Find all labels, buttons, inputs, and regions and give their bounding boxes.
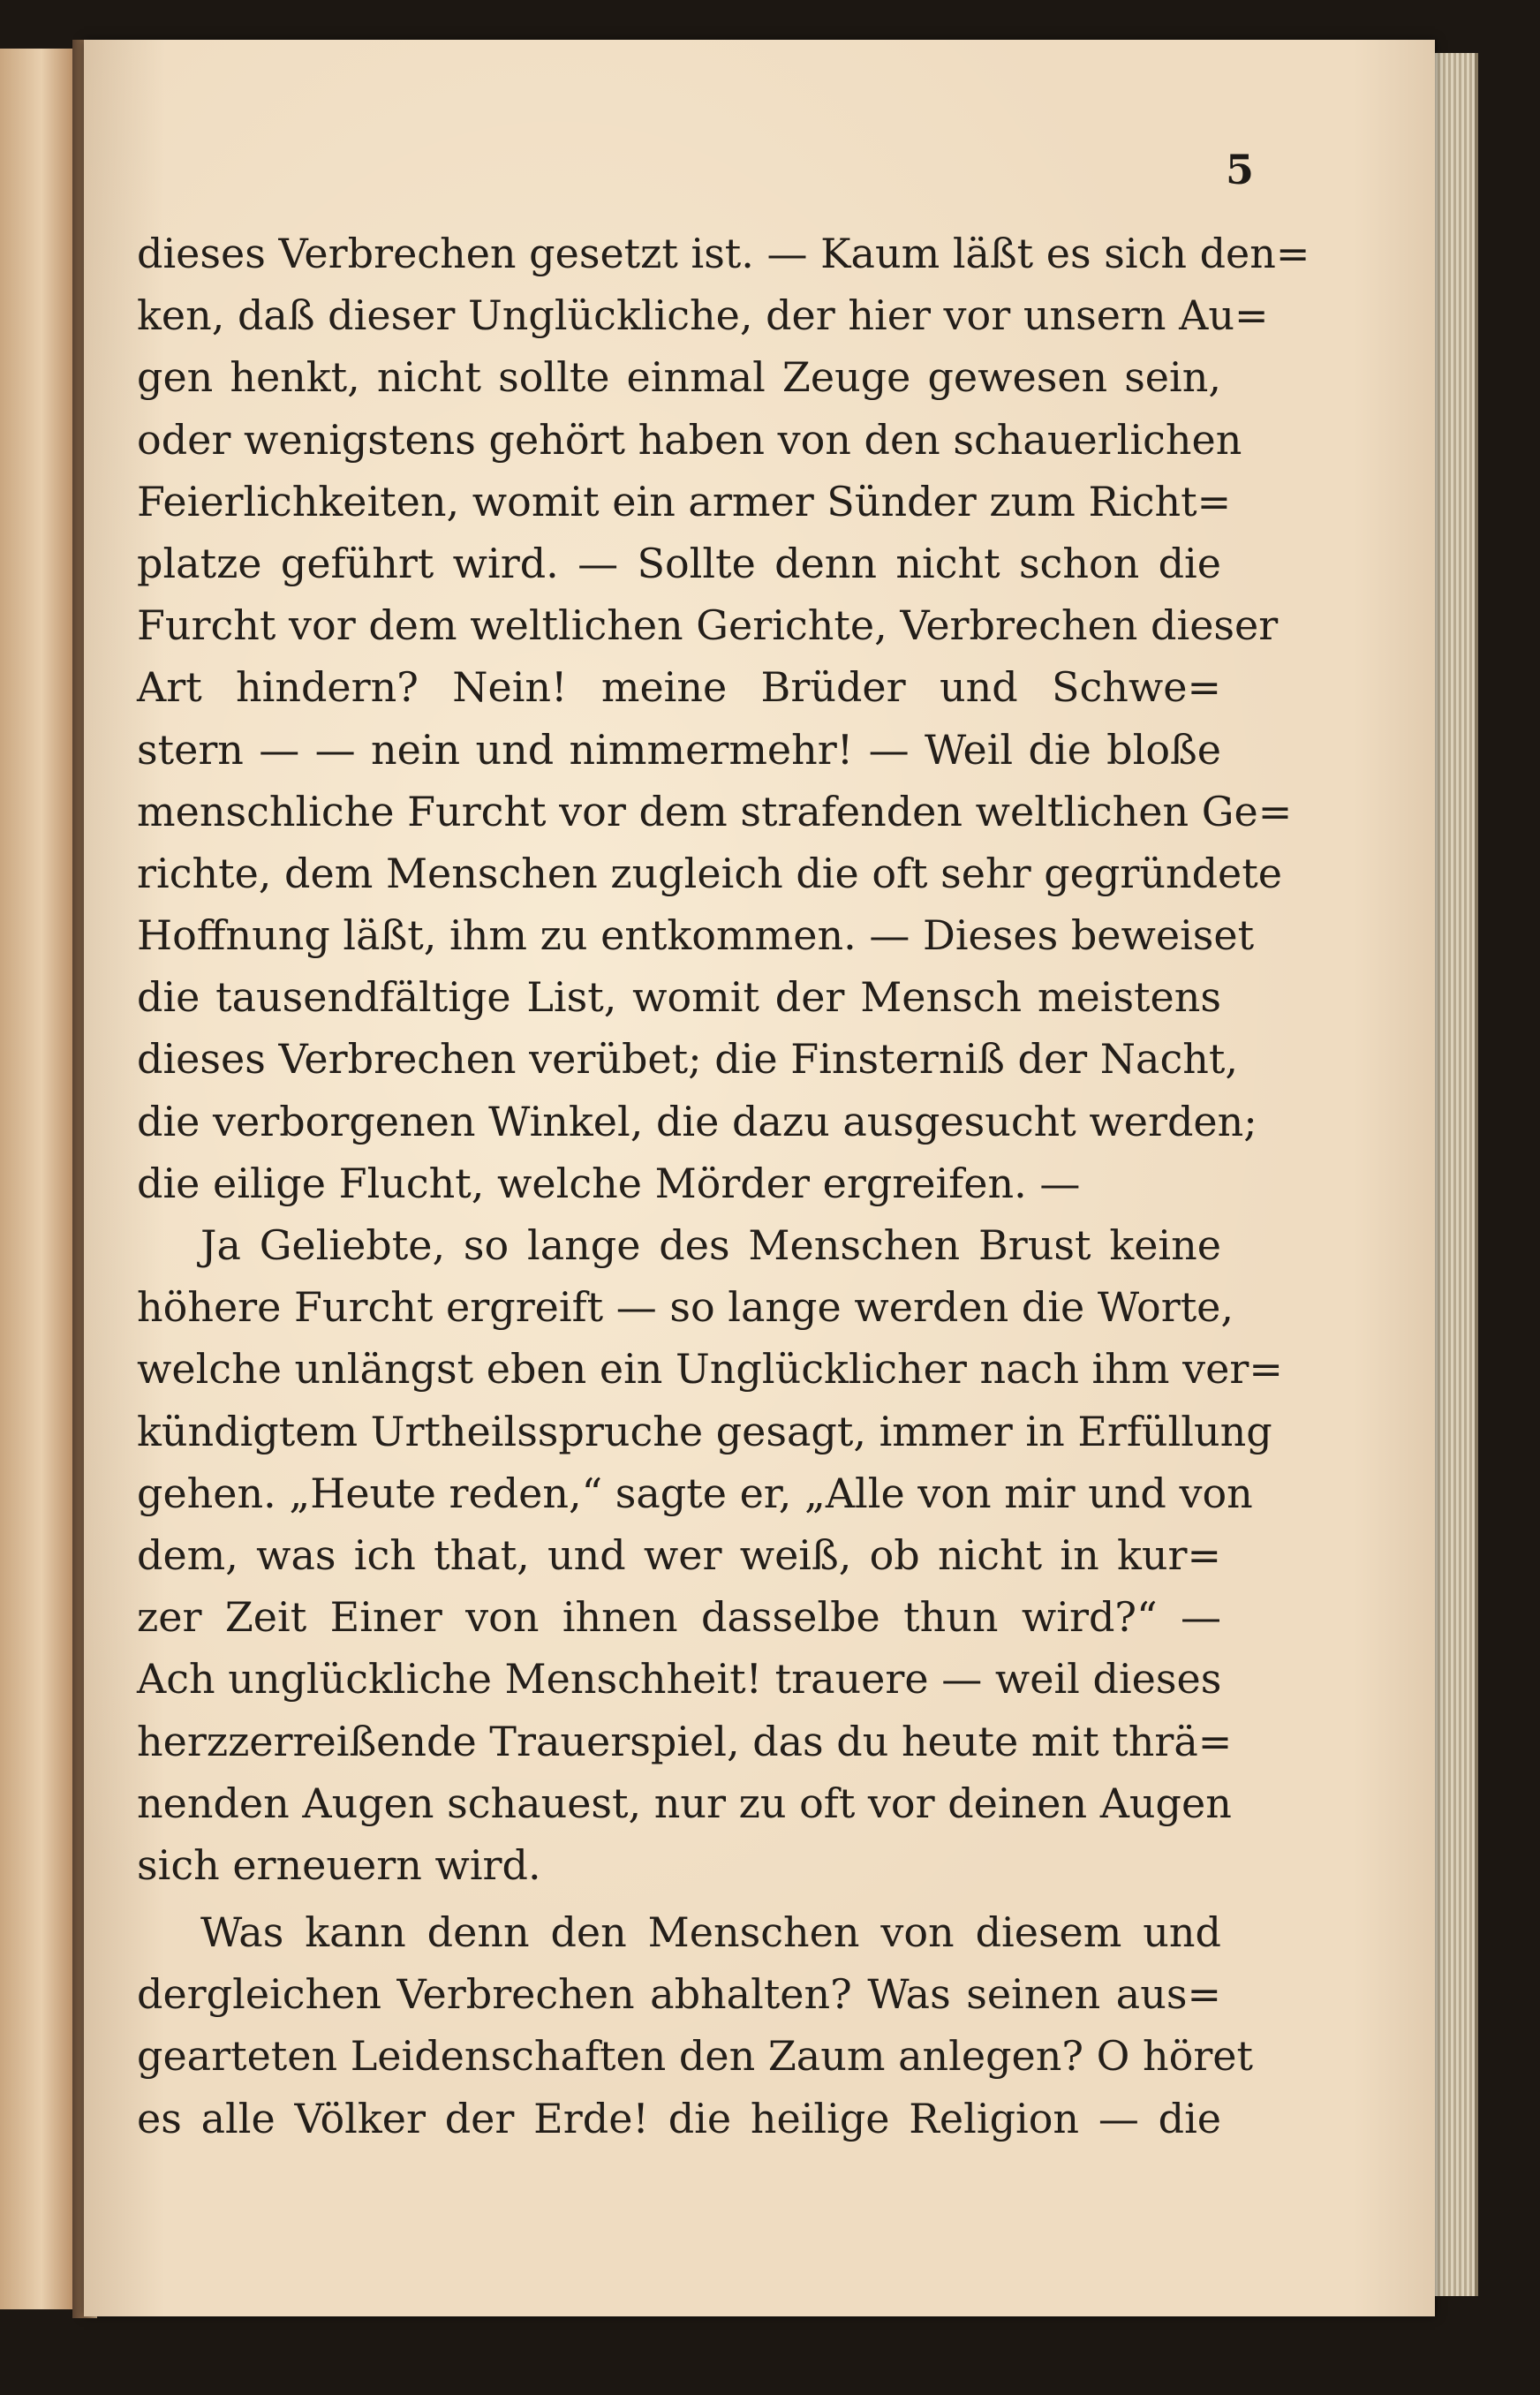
text-line: Furcht vor dem weltlichen Gerichte, Verbrechen dieser <box>137 601 1279 650</box>
text-line: die eilige Flucht, welche Mörder ergreifen. — <box>137 1159 1081 1207</box>
text-line: gearteten Leidenschaften den Zaum anlegen? O höret <box>137 2032 1254 2081</box>
text-line: sich erneuern wird. <box>137 1840 541 1889</box>
text-line: es alle Völker der Erde! die heilige Religion — die <box>137 2094 1221 2142</box>
text-line: höhere Furcht ergreift — so lange werden die Worte, <box>137 1283 1234 1332</box>
text-line: Feierlichkeiten, womit ein armer Sünder zum Richt= <box>137 477 1232 525</box>
text-line: die verborgenen Winkel, die dazu ausgesucht werden; <box>137 1097 1257 1145</box>
previous-page-edge <box>0 49 75 2309</box>
paragraph-start-line: Was kann denn den Menschen von diesem und <box>200 1908 1221 1957</box>
text-line: die tausendfältige List, womit der Mensch meistens <box>137 973 1221 1022</box>
text-line: nenden Augen schauest, nur zu oft vor deinen Augen <box>137 1779 1232 1827</box>
text-line: dieses Verbrechen gesetzt ist. — Kaum läßt es sich den= <box>137 230 1310 277</box>
text-line: dem, was ich that, und wer weiß, ob nicht in kur= <box>137 1530 1221 1579</box>
text-line: stern — — nein und nimmermehr! — Weil die bloße <box>137 725 1221 774</box>
text-line: dieses Verbrechen verübet; die Finsterniß der Nacht, <box>137 1035 1238 1084</box>
text-line: platze geführt wird. — Sollte denn nicht schon die <box>137 539 1221 587</box>
page-number: 5 <box>1226 146 1255 193</box>
text-line: herzzerreißende Trauerspiel, das du heute mit thrä= <box>137 1717 1233 1765</box>
text-line: kündigtem Urtheilsspruche gesagt, immer in Erfüllung <box>137 1407 1272 1455</box>
text-line: Art hindern? Nein! meine Brüder und Schwe= <box>137 663 1221 712</box>
text-line: richte, dem Menschen zugleich die oft sehr gegründete <box>137 849 1282 897</box>
text-line: oder wenigstens gehört haben von den schauerlichen <box>137 415 1242 464</box>
text-line: zer Zeit Einer von ihnen dasselbe thun wird?“ — <box>137 1593 1221 1642</box>
body-text <box>137 223 1310 2149</box>
text-line: ken, daß dieser Unglückliche, der hier vor unsern Au= <box>137 291 1269 340</box>
text-line: welche unlängst eben ein Unglücklicher nach ihm ver= <box>137 1345 1283 1394</box>
text-line: dergleichen Verbrechen abhalten? Was seinen aus= <box>137 1970 1221 2019</box>
text-line: gehen. „Heute reden,“ sagte er, „Alle von mir und von <box>137 1469 1253 1517</box>
text-line: menschliche Furcht vor dem strafenden weltlichen Ge= <box>137 787 1293 835</box>
paragraph-start-line: Ja Geliebte, so lange des Menschen Brust keine <box>200 1221 1221 1269</box>
text-line: Ach unglückliche Menschheit! trauere — weil dieses <box>137 1655 1222 1704</box>
text-line: Hoffnung läßt, ihm zu entkommen. — Dieses beweiset <box>137 911 1255 960</box>
text-line: gen henkt, nicht sollte einmal Zeuge gewesen sein, <box>137 353 1221 402</box>
